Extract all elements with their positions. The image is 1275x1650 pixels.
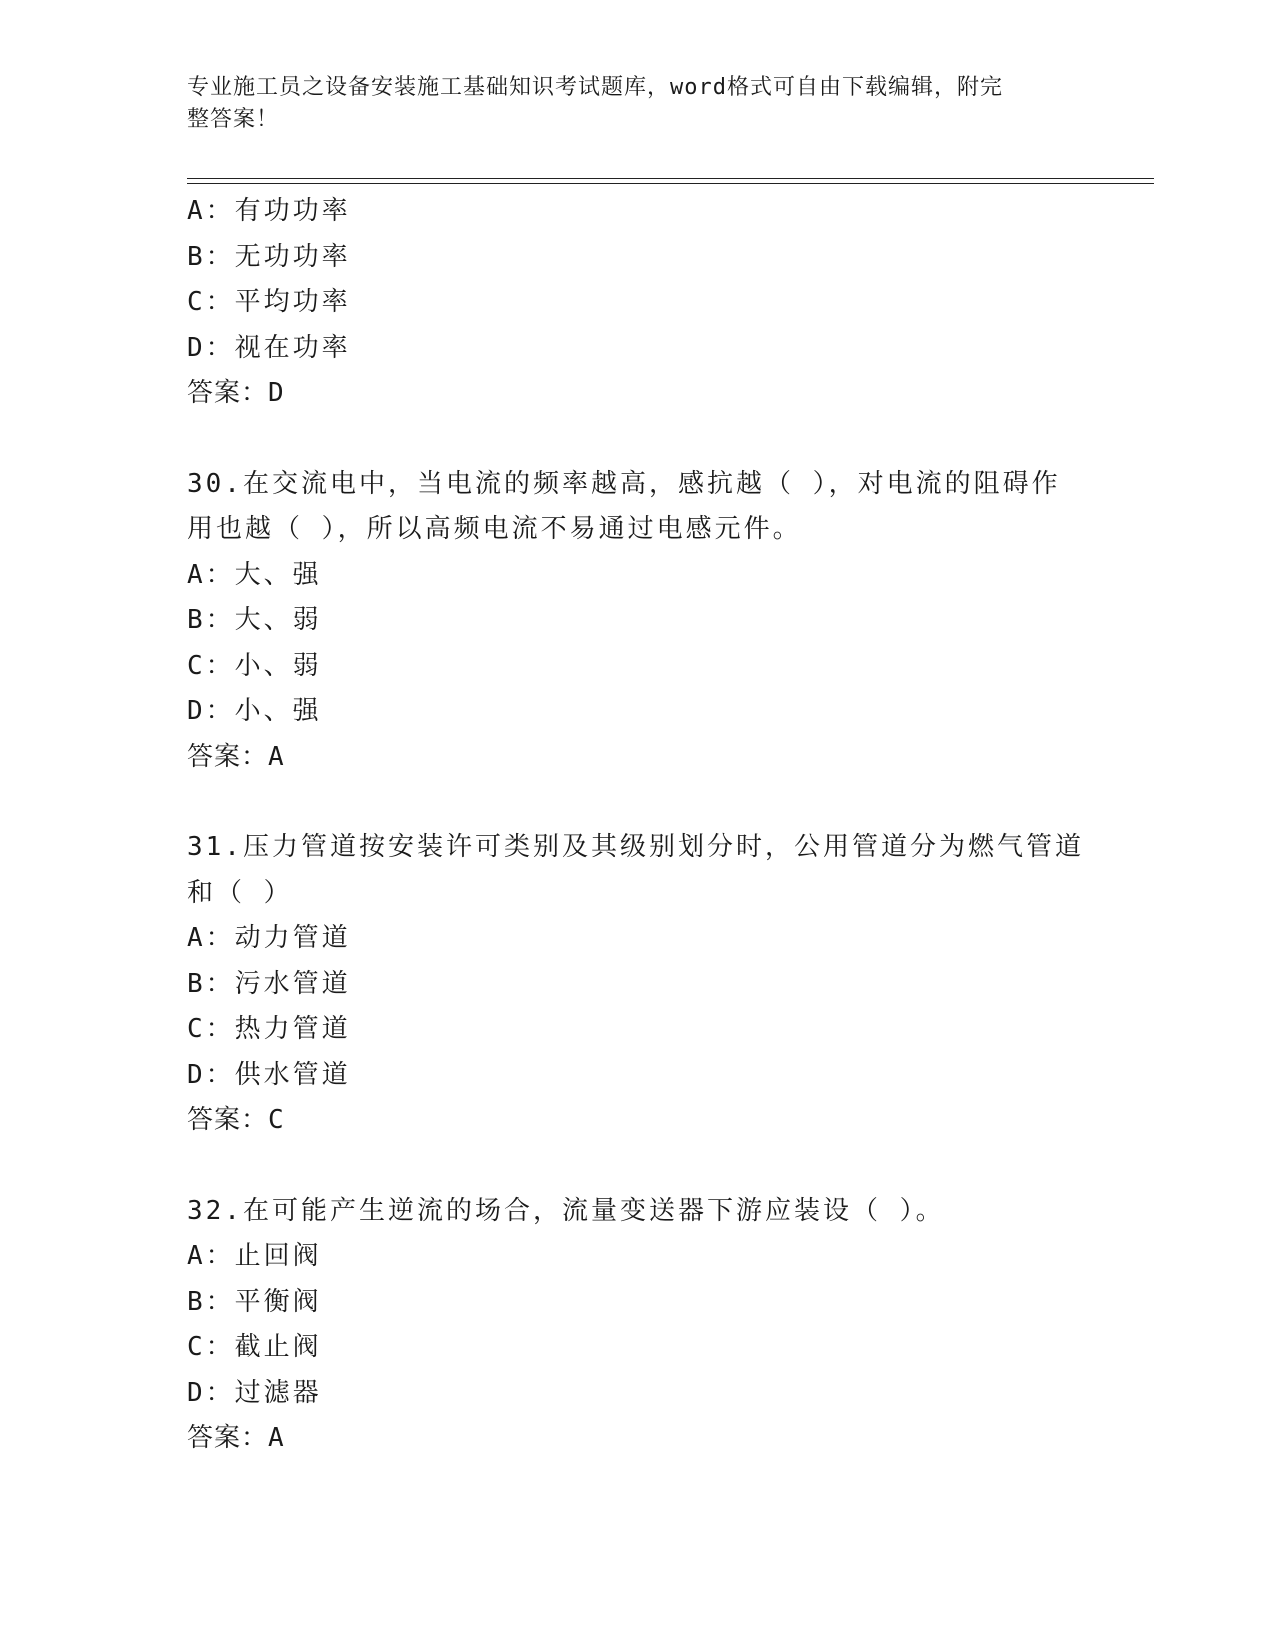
answer-line: [187, 1416, 1087, 1462]
answer-label: 答案：: [187, 1105, 269, 1135]
question-text-line-1: 32.在可能产生逆流的场合，流量变送器下游应装设（ ）。: [187, 1195, 945, 1226]
question-text-line-1: 30.在交流电中，当电流的频率越高，感抗越（ ），对电流的阻碍作: [187, 468, 1061, 499]
option-b: B：污水管道: [187, 968, 351, 999]
option-c: C：截止阀: [187, 1332, 322, 1362]
document-header: [187, 72, 1067, 136]
option-b: B：无功功率: [187, 241, 351, 272]
option-b: B：平衡阀: [187, 1286, 322, 1317]
header-line-1: 专业施工员之设备安装施工基础知识考试题库，word格式可自由下载编辑，附完: [187, 75, 1003, 100]
option-d: D：小、强: [187, 696, 322, 726]
option-c: C：平均功率: [187, 287, 351, 317]
option-a: A：大、强: [187, 559, 322, 590]
question-list: [187, 189, 1087, 1507]
answer-key: D: [268, 378, 285, 408]
answer-label: 答案：: [187, 378, 269, 408]
question-text-line-2: 用也越（ ），所以高频电流不易通过电感元件。: [187, 514, 802, 544]
answer-line: [187, 1098, 1087, 1144]
answer-line: [187, 371, 1087, 417]
question-text-line-1: 31.压力管道按安装许可类别及其级别划分时，公用管道分为燃气管道: [187, 832, 1084, 862]
option-c: C：小、弱: [187, 650, 322, 681]
option-b: B：大、弱: [187, 605, 322, 635]
option-d: D：视在功率: [187, 332, 351, 363]
header-divider: [187, 178, 1154, 184]
question-block-30: [187, 462, 1087, 781]
question-block-29: [187, 189, 1087, 417]
question-block-31: [187, 825, 1087, 1144]
header-line-2: 整答案！: [187, 107, 280, 132]
answer-key: A: [268, 1423, 285, 1453]
question-text-line-2: 和（ ）: [187, 877, 293, 908]
option-d: D：过滤器: [187, 1377, 322, 1408]
answer-key: A: [268, 741, 285, 772]
option-a: A：止回阀: [187, 1241, 322, 1271]
option-a: A：动力管道: [187, 923, 351, 953]
answer-key: C: [268, 1105, 285, 1135]
option-d: D：供水管道: [187, 1059, 351, 1090]
option-a: A：有功功率: [187, 196, 351, 226]
answer-line: [187, 735, 1087, 781]
option-c: C：热力管道: [187, 1014, 351, 1044]
answer-label: 答案：: [187, 1423, 269, 1453]
question-block-32: [187, 1189, 1087, 1462]
answer-label: 答案：: [187, 741, 269, 772]
